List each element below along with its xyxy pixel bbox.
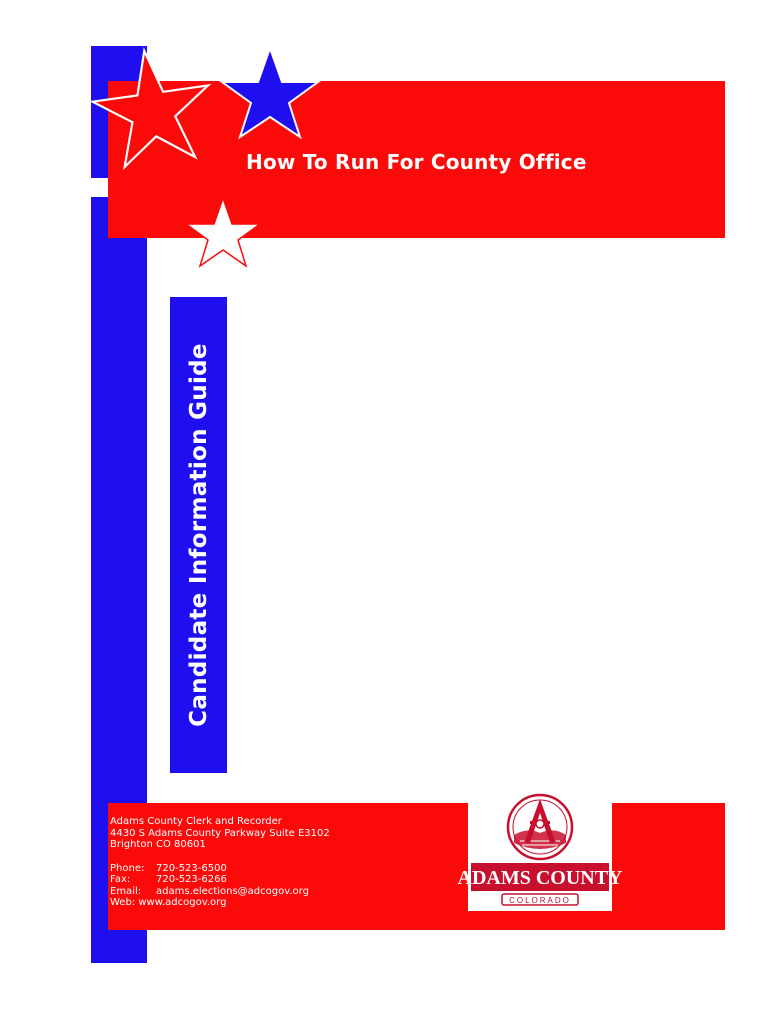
office-name: Adams County Clerk and Recorder [110, 816, 282, 827]
logo-state: COLORADO [509, 896, 571, 905]
fax-label: Fax: [110, 874, 131, 885]
red-star-icon [87, 43, 218, 170]
white-star-icon [186, 198, 260, 266]
phone-label: Phone: [110, 862, 145, 874]
address-line1: 4430 S Adams County Parkway Suite E3102 [110, 827, 330, 839]
web-label: Web: [110, 897, 136, 908]
address-line2: Brighton CO 80601 [110, 839, 206, 850]
adams-county-logo [457, 791, 623, 911]
fax-value: 720-523-6266 [156, 874, 227, 885]
web-link[interactable]: www.adcogov.org [138, 897, 227, 908]
email-link[interactable]: adams.elections@adcogov.org [156, 885, 309, 897]
side-title: Candidate Information Guide [185, 343, 212, 727]
stars-decoration [0, 0, 770, 300]
fax-row [110, 874, 330, 886]
contact-footer [108, 803, 725, 930]
contact-info [110, 816, 330, 909]
document-title: How To Run For County Office [246, 150, 587, 174]
phone-row [110, 863, 330, 875]
email-row [110, 886, 330, 898]
side-title-panel [170, 297, 227, 773]
blue-star-icon [222, 48, 318, 137]
logo-name: ADAMS COUNTY [457, 867, 623, 889]
web-row [110, 897, 330, 909]
email-label: Email: [110, 885, 142, 897]
phone-value: 720-523-6500 [156, 862, 227, 874]
